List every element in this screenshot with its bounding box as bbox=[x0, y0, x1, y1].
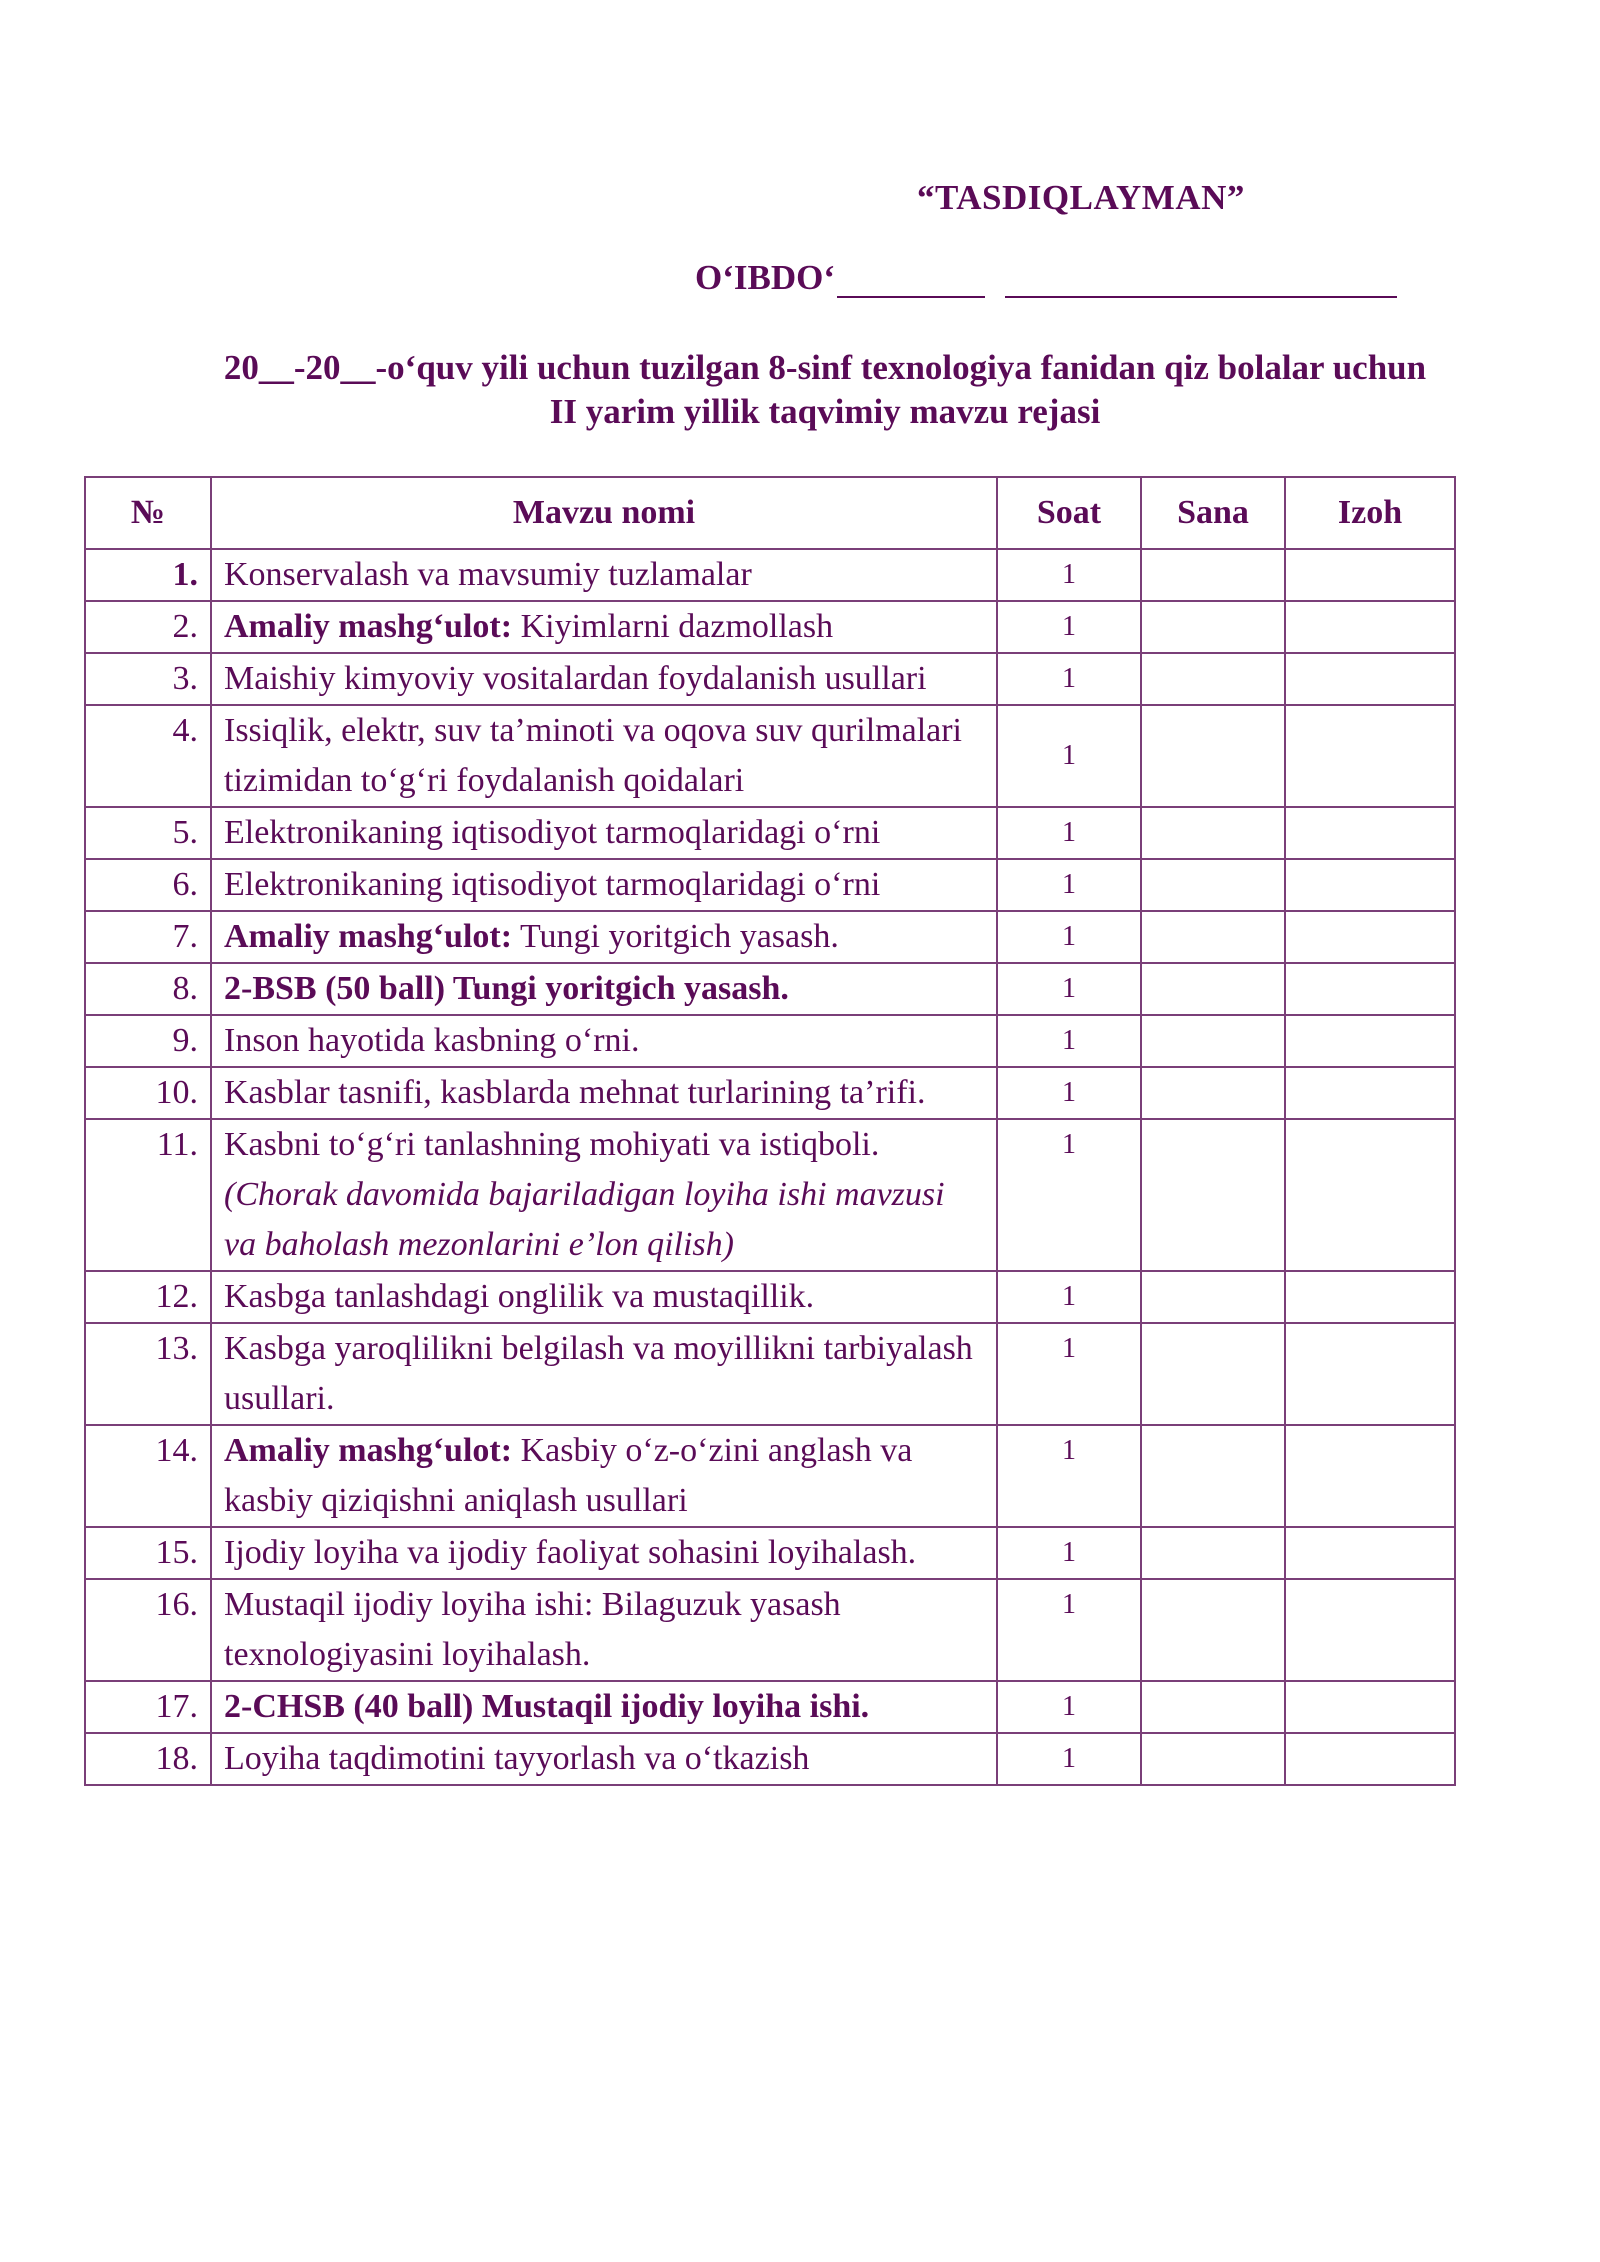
row-topic-note: (Chorak davomida bajariladigan loyiha ishi mavzusi va baholash mezonlarini e’lon qilish) bbox=[224, 1176, 945, 1263]
row-topic: Maishiy kimyoviy vositalardan foydalanish usullari bbox=[211, 653, 997, 705]
row-hours: 1 bbox=[997, 1425, 1141, 1527]
row-hours: 1 bbox=[997, 1067, 1141, 1119]
table-row bbox=[85, 1323, 1455, 1425]
row-note bbox=[1285, 1579, 1455, 1681]
row-date bbox=[1141, 1271, 1285, 1323]
approval-heading: “TASDIQLAYMAN” bbox=[917, 178, 1245, 217]
table-row bbox=[85, 1681, 1455, 1733]
row-hours: 1 bbox=[997, 911, 1141, 963]
row-hours: 1 bbox=[997, 653, 1141, 705]
row-date bbox=[1141, 601, 1285, 653]
document-title bbox=[80, 346, 1570, 434]
row-number: 18. bbox=[85, 1733, 211, 1785]
table-row bbox=[85, 807, 1455, 859]
row-hours: 1 bbox=[997, 549, 1141, 601]
row-number: 2. bbox=[85, 601, 211, 653]
row-note bbox=[1285, 911, 1455, 963]
header-number: № bbox=[85, 477, 211, 549]
table-row bbox=[85, 963, 1455, 1015]
row-note bbox=[1285, 1323, 1455, 1425]
row-number: 8. bbox=[85, 963, 211, 1015]
row-number: 5. bbox=[85, 807, 211, 859]
row-number: 1. bbox=[85, 549, 211, 601]
row-number: 13. bbox=[85, 1323, 211, 1425]
row-note bbox=[1285, 705, 1455, 807]
row-note bbox=[1285, 1681, 1455, 1733]
row-number: 16. bbox=[85, 1579, 211, 1681]
row-note bbox=[1285, 1119, 1455, 1271]
table-row bbox=[85, 1271, 1455, 1323]
table-row bbox=[85, 1527, 1455, 1579]
table-row bbox=[85, 653, 1455, 705]
row-topic: Elektronikaning iqtisodiyot tarmoqlaridagi o‘rni bbox=[211, 859, 997, 911]
row-date bbox=[1141, 1119, 1285, 1271]
row-note bbox=[1285, 859, 1455, 911]
row-date bbox=[1141, 549, 1285, 601]
row-number: 15. bbox=[85, 1527, 211, 1579]
row-date bbox=[1141, 653, 1285, 705]
row-number: 7. bbox=[85, 911, 211, 963]
row-topic: Ijodiy loyiha va ijodiy faoliyat sohasini loyihalash. bbox=[211, 1527, 997, 1579]
table-row bbox=[85, 1425, 1455, 1527]
table-row bbox=[85, 1015, 1455, 1067]
row-hours: 1 bbox=[997, 1733, 1141, 1785]
row-topic: Konservalash va mavsumiy tuzlamalar bbox=[211, 549, 997, 601]
header-topic: Mavzu nomi bbox=[211, 477, 997, 549]
row-number: 14. bbox=[85, 1425, 211, 1527]
row-hours: 1 bbox=[997, 1271, 1141, 1323]
row-topic: Kasbni to‘g‘ri tanlashning mohiyati va istiqboli. (Chorak davomida bajariladigan loyiha ishi mavzusi va baholash mezonlarini e’lon qilish) bbox=[211, 1119, 997, 1271]
row-hours: 1 bbox=[997, 807, 1141, 859]
row-date bbox=[1141, 1323, 1285, 1425]
row-topic: Kasblar tasnifi, kasblarda mehnat turlarining ta’rifi. bbox=[211, 1067, 997, 1119]
row-hours: 1 bbox=[997, 1119, 1141, 1271]
row-number: 10. bbox=[85, 1067, 211, 1119]
row-date bbox=[1141, 1681, 1285, 1733]
row-hours: 1 bbox=[997, 601, 1141, 653]
table-row bbox=[85, 911, 1455, 963]
row-number: 6. bbox=[85, 859, 211, 911]
name-blank bbox=[1005, 266, 1397, 298]
row-note bbox=[1285, 549, 1455, 601]
director-signature-line bbox=[695, 258, 1397, 298]
row-note bbox=[1285, 1015, 1455, 1067]
row-note bbox=[1285, 963, 1455, 1015]
row-hours: 1 bbox=[997, 705, 1141, 807]
row-hours: 1 bbox=[997, 1015, 1141, 1067]
row-hours: 1 bbox=[997, 1681, 1141, 1733]
row-topic: Amaliy mashg‘ulot: Kiyimlarni dazmollash bbox=[211, 601, 997, 653]
row-topic: Loyiha taqdimotini tayyorlash va o‘tkazish bbox=[211, 1733, 997, 1785]
row-number: 11. bbox=[85, 1119, 211, 1271]
table-row bbox=[85, 859, 1455, 911]
row-topic: Mustaqil ijodiy loyiha ishi: Bilaguzuk yasash texnologiyasini loyihalash. bbox=[211, 1579, 997, 1681]
director-label: O‘IBDO‘ bbox=[695, 258, 835, 297]
row-topic: Issiqlik, elektr, suv ta’minoti va oqova suv qurilmalari tizimidan to‘g‘ri foydalanish qoidalari bbox=[211, 705, 997, 807]
table-row bbox=[85, 549, 1455, 601]
header-date: Sana bbox=[1141, 477, 1285, 549]
row-number: 3. bbox=[85, 653, 211, 705]
row-note bbox=[1285, 1067, 1455, 1119]
row-date bbox=[1141, 859, 1285, 911]
row-date bbox=[1141, 705, 1285, 807]
row-note bbox=[1285, 601, 1455, 653]
row-hours: 1 bbox=[997, 1579, 1141, 1681]
lesson-plan-table bbox=[84, 476, 1456, 1786]
row-hours: 1 bbox=[997, 1527, 1141, 1579]
header-note: Izoh bbox=[1285, 477, 1455, 549]
row-date bbox=[1141, 1015, 1285, 1067]
row-date bbox=[1141, 1527, 1285, 1579]
row-date bbox=[1141, 807, 1285, 859]
row-date bbox=[1141, 911, 1285, 963]
row-hours: 1 bbox=[997, 963, 1141, 1015]
row-date bbox=[1141, 1067, 1285, 1119]
row-date bbox=[1141, 1425, 1285, 1527]
row-number: 4. bbox=[85, 705, 211, 807]
row-topic: Amaliy mashg‘ulot: Tungi yoritgich yasash. bbox=[211, 911, 997, 963]
table-row bbox=[85, 1579, 1455, 1681]
row-note bbox=[1285, 1425, 1455, 1527]
row-number: 12. bbox=[85, 1271, 211, 1323]
row-date bbox=[1141, 1733, 1285, 1785]
table-row bbox=[85, 1119, 1455, 1271]
row-note bbox=[1285, 1271, 1455, 1323]
table-header-row bbox=[85, 477, 1455, 549]
row-date bbox=[1141, 1579, 1285, 1681]
table-row bbox=[85, 1733, 1455, 1785]
row-number: 9. bbox=[85, 1015, 211, 1067]
row-topic: Inson hayotida kasbning o‘rni. bbox=[211, 1015, 997, 1067]
row-note bbox=[1285, 653, 1455, 705]
table-row bbox=[85, 705, 1455, 807]
row-topic: Kasbga tanlashdagi onglilik va mustaqillik. bbox=[211, 1271, 997, 1323]
row-number: 17. bbox=[85, 1681, 211, 1733]
row-topic: 2-BSB (50 ball) Tungi yoritgich yasash. bbox=[211, 963, 997, 1015]
row-note bbox=[1285, 807, 1455, 859]
row-hours: 1 bbox=[997, 1323, 1141, 1425]
row-topic: Amaliy mashg‘ulot: Kasbiy o‘z-o‘zini anglash va kasbiy qiziqishni aniqlash usullari bbox=[211, 1425, 997, 1527]
row-topic: 2-CHSB (40 ball) Mustaqil ijodiy loyiha ishi. bbox=[211, 1681, 997, 1733]
row-note bbox=[1285, 1527, 1455, 1579]
header-hours: Soat bbox=[997, 477, 1141, 549]
row-hours: 1 bbox=[997, 859, 1141, 911]
row-topic: Elektronikaning iqtisodiyot tarmoqlaridagi o‘rni bbox=[211, 807, 997, 859]
table-row bbox=[85, 1067, 1455, 1119]
row-topic: Kasbga yaroqlilikni belgilash va moyillikni tarbiyalash usullari. bbox=[211, 1323, 997, 1425]
table-row bbox=[85, 601, 1455, 653]
document-title-line1: 20__-20__-o‘quv yili uchun tuzilgan 8-sinf texnologiya fanidan qiz bolalar uchun bbox=[223, 348, 1427, 387]
signature-blank bbox=[837, 266, 985, 298]
row-date bbox=[1141, 963, 1285, 1015]
row-note bbox=[1285, 1733, 1455, 1785]
document-title-line2: II yarim yillik taqvimiy mavzu rejasi bbox=[549, 392, 1101, 431]
